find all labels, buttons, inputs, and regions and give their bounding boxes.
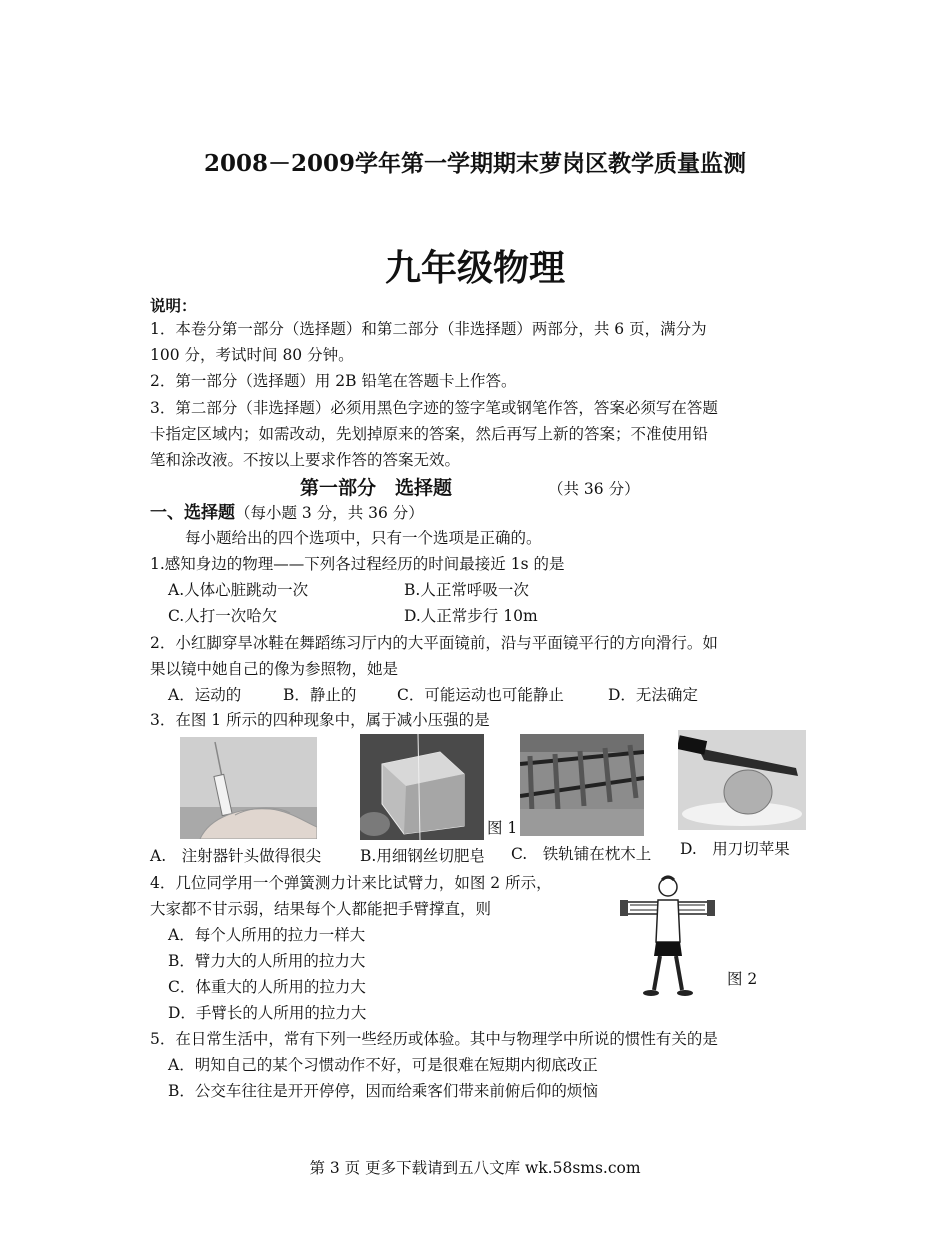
figure-1-label: 图 1 [487, 819, 518, 837]
instruction-line: 2．第一部分（选择题）用 2B 铅笔在答题卡上作答。 [150, 372, 517, 390]
knife-apple-photo [678, 730, 806, 830]
subject-title: 九年级物理 [384, 247, 565, 289]
part-one-title: 第一部分 选择题 [300, 477, 453, 499]
question-4-option-b: B．臂力大的人所用的拉力大 [168, 952, 366, 970]
section-note: （每小题 3 分，共 36 分） [235, 504, 424, 522]
question-3-option-d: D. 用刀切苹果 [680, 840, 790, 858]
syringe-photo [180, 737, 317, 839]
instruction-line: 100 分，考试时间 80 分钟。 [150, 346, 354, 364]
question-5-option-b: B．公交车往往是开开停停，因而给乘客们带来前俯后仰的烦恼 [168, 1082, 598, 1100]
instructions-label: 说明： [150, 296, 197, 315]
question-1-stem: 1.感知身边的物理——下列各过程经历的时间最接近 1s 的是 [150, 555, 565, 573]
railway-photo [520, 734, 644, 836]
instruction-line: 笔和涂改液。不按以上要求作答的答案无效。 [150, 451, 461, 469]
question-1-option-d: D.人正常步行 10m [404, 607, 538, 625]
section-heading-line [150, 502, 424, 524]
question-2-stem: 2．小红脚穿旱冰鞋在舞蹈练习厅内的大平面镜前，沿与平面镜平行的方向滑行。如 [150, 634, 718, 652]
part-one-score: （共 36 分） [548, 480, 640, 498]
question-1-option-c: C.人打一次哈欠 [168, 607, 278, 625]
question-1-option-a: A.人体心脏跳动一次 [168, 581, 309, 599]
question-1-option-b: B.人正常呼吸一次 [404, 581, 529, 599]
soap-cutting-photo [360, 734, 484, 840]
question-2-option-b: B．静止的 [283, 686, 357, 704]
question-5-option-a: A．明知自己的某个习惯动作不好，可是很难在短期内彻底改正 [168, 1056, 598, 1074]
question-4-option-d: D．手臂长的人所用的拉力大 [168, 1004, 367, 1022]
spring-scale-figure [620, 872, 715, 1002]
question-4-option-a: A．每个人所用的拉力一样大 [168, 926, 366, 944]
question-2-stem-cont: 果以镜中她自己的像为参照物，她是 [150, 660, 399, 678]
question-4-option-c: C．体重大的人所用的拉力大 [168, 978, 366, 996]
section-heading: 一、选择题 [150, 503, 235, 523]
instruction-line: 3．第二部分（非选择题）必须用黑色字迹的签字笔或钢笔作答，答案必须写在答题 [150, 399, 718, 417]
question-5-stem: 5．在日常生活中，常有下列一些经历或体验。其中与物理学中所说的惯性有关的是 [150, 1030, 718, 1048]
question-4-stem-cont: 大家都不甘示弱，结果每个人都能把手臂撑直，则 [150, 900, 492, 918]
question-4-stem: 4．几位同学用一个弹簧测力计来比试臂力，如图 2 所示， [150, 874, 552, 892]
question-3-stem: 3．在图 1 所示的四种现象中，属于减小压强的是 [150, 711, 490, 729]
instruction-line: 1．本卷分第一部分（选择题）和第二部分（非选择题）两部分，共 6 页，满分为 [150, 320, 707, 338]
question-3-option-c: C. 铁轨铺在枕木上 [511, 845, 652, 863]
page-footer: 第 3 页 更多下载请到五八文库 wk.58sms.com [309, 1159, 641, 1177]
question-2-option-d: D．无法确定 [608, 686, 698, 704]
question-3-option-a: A. 注射器针头做得很尖 [150, 847, 322, 865]
question-2-option-a: A．运动的 [168, 686, 242, 704]
section-intro: 每小题给出的四个选项中，只有一个选项是正确的。 [185, 529, 542, 547]
instruction-line: 卡指定区域内；如需改动，先划掉原来的答案，然后再写上新的答案；不准使用铅 [150, 425, 709, 443]
exam-title: 2008－2009学年第一学期期末萝岗区教学质量监测 [203, 150, 747, 177]
question-2-option-c: C．可能运动也可能静止 [397, 686, 564, 704]
figure-2-label: 图 2 [727, 970, 758, 988]
question-3-option-b: B.用细钢丝切肥皂 [360, 847, 485, 865]
